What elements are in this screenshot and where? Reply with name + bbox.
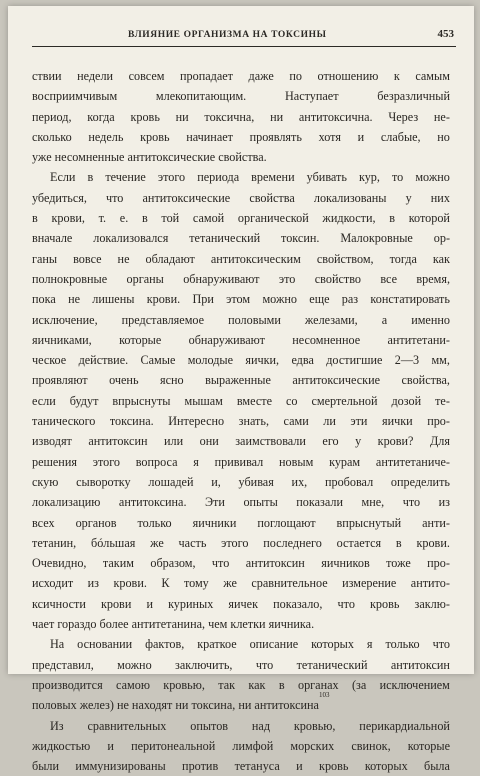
text-line: ганы вовсе не обладают антитоксическим свойством, тогда как [32, 251, 450, 266]
text-line: всех органов только яичники поглощают впрыснутый анти- [32, 515, 450, 530]
text-line: решения этого вопроса я прививал новым курам антитетаниче- [32, 454, 450, 469]
text-line: проявляют очень ясно выраженные антитоксические свойства, [32, 373, 450, 388]
text-line: локализацию антитоксина. Эти опыты показали мне, что из [32, 495, 450, 510]
text-line: тетанин, бóльшая же часть этого последнего остается в крови. [32, 535, 450, 550]
text-line: уже несомненные антитоксические свойства. [32, 150, 267, 165]
footnote-reference: 103 [318, 691, 330, 700]
text-line: были иммунизированы против тетануса и кровь которых была [32, 759, 450, 774]
text-line: чает гораздо более антитетанина, чем клетки яичника. [32, 617, 315, 632]
book-page [8, 6, 474, 774]
text-line: скую сыворотку лошадей и, убивая их, пробовал определить [32, 474, 450, 489]
text-line: производится самою кровью, так как в органах (за исключением [32, 677, 450, 692]
text-line: Из сравнительных опытов над кровью, перикардиальной [50, 718, 450, 733]
text-line: убедиться, что антитоксические свойства локализованы у них [32, 190, 450, 205]
text-line: сколько недель кровь начинает проявлять хотя и слабые, но [32, 129, 450, 144]
text-line: жидкостью и перитонеальной лимфой морских свинок, которые [32, 738, 450, 753]
text-line: ксичности крови и куриных яичек показало, что кровь заклю- [32, 596, 450, 611]
text-line: половых желез) не находят ни токсина, ни антитоксина 103 [32, 695, 450, 715]
text-line: исключение, представляемое половыми железами, а именно [32, 312, 450, 327]
text-line: полнокровные органы обнаруживают это свойство все время, [32, 271, 450, 286]
text-line: танического токсина. Интересно знать, сами ли эти яички про- [32, 414, 450, 429]
text-line: пока не лишены крови. При этом можно еще раз констатировать [32, 292, 450, 307]
text-line: период, когда кровь ни токсична, ни антитоксична. Через не- [32, 109, 450, 124]
page-header [32, 28, 456, 47]
text-line: Если в течение этого периода времени убивать кур, то можно [50, 170, 450, 185]
text-line: если будут впрыснуты мышам вместе со смертельной дозой те- [32, 393, 450, 408]
text-line: ствии недели совсем пропадает даже по отношению к самым [32, 69, 450, 83]
text-line: представил, можно заключить, что тетанический антитоксин [32, 657, 450, 672]
text-line: На основании фактов, краткое описание которых я только что [50, 637, 450, 652]
text-line: изводят антитоксин или они заимствовали его у крови? Для [32, 434, 450, 449]
text-line: яичниками, которые обнаруживают несомненное антитетани- [32, 332, 450, 347]
text-line: восприимчивым млекопитающим. Наступает безразличный [32, 89, 450, 104]
text-line: ческое действие. Самые молодые яички, едва достигшие 2—3 мм, [32, 353, 450, 368]
body-text [32, 66, 450, 776]
text-line: Очевидно, таким образом, что антитоксин яичников тоже про- [32, 556, 450, 571]
running-title: ВЛИЯНИЕ ОРГАНИЗМА НА ТОКСИНЫ [128, 30, 327, 40]
text-line: исходит из крови. К тому же сравнительное измерение антито- [32, 576, 450, 591]
text-line: вначале локализовался тетанический токсин. Малокровные ор- [32, 231, 450, 246]
text-line: в крови, т. е. в той самой органической жидкости, в которой [32, 211, 450, 226]
page-number: 453 [437, 28, 454, 40]
